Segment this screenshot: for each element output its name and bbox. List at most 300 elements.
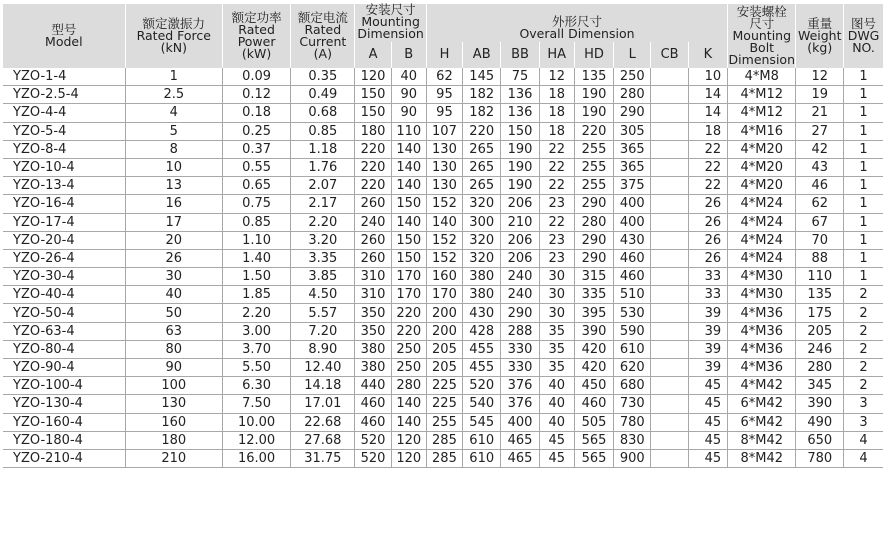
- cell-rated-power: 0.25: [222, 122, 290, 140]
- cell-ab: 320: [463, 249, 501, 267]
- cell-hd: 255: [574, 177, 613, 195]
- cell-a: 520: [355, 449, 391, 467]
- cell-ab: 220: [463, 122, 501, 140]
- cell-model: YZO-8-4: [3, 140, 125, 158]
- cell-mounting-bolt: 4*M42: [728, 377, 796, 395]
- cell-bb: 75: [501, 68, 539, 86]
- cell-a: 350: [355, 322, 391, 340]
- cell-ab: 455: [463, 359, 501, 377]
- cell-bb: 376: [501, 395, 539, 413]
- cell-rated-power: 3.70: [222, 340, 290, 358]
- cell-weight: 88: [796, 249, 844, 267]
- cell-rated-power: 10.00: [222, 413, 290, 431]
- table-row: [3, 377, 883, 395]
- cell-bb: 206: [501, 195, 539, 213]
- cell-h: 285: [426, 431, 462, 449]
- cell-mounting-bolt: 4*M16: [728, 122, 796, 140]
- cell-k: 26: [688, 195, 727, 213]
- spec-table: [3, 4, 883, 468]
- cell-rated-force: 13: [125, 177, 222, 195]
- cell-rated-force: 5: [125, 122, 222, 140]
- cell-mounting-bolt: 4*M8: [728, 68, 796, 86]
- cell-rated-current: 1.76: [291, 158, 355, 176]
- cell-rated-force: 4: [125, 104, 222, 122]
- header-ha: HA: [539, 42, 574, 68]
- header-b: B: [391, 42, 426, 68]
- cell-ha: 40: [539, 395, 574, 413]
- table-row: [3, 158, 883, 176]
- cell-b: 150: [391, 249, 426, 267]
- cell-h: 152: [426, 195, 462, 213]
- header-dwg-no: 图号 DWG NO.: [844, 4, 883, 68]
- cell-a: 220: [355, 177, 391, 195]
- cell-k: 22: [688, 140, 727, 158]
- cell-rated-current: 8.90: [291, 340, 355, 358]
- cell-hd: 395: [574, 304, 613, 322]
- header-weight: 重量 Weight (kg): [796, 4, 844, 68]
- header-k: K: [688, 42, 727, 68]
- cell-rated-current: 3.85: [291, 268, 355, 286]
- cell-ab: 430: [463, 304, 501, 322]
- cell-rated-force: 16: [125, 195, 222, 213]
- cell-hd: 505: [574, 413, 613, 431]
- cell-cb: [651, 140, 688, 158]
- cell-cb: [651, 431, 688, 449]
- cell-rated-power: 0.65: [222, 177, 290, 195]
- cell-l: 610: [614, 340, 651, 358]
- cell-model: YZO-63-4: [3, 322, 125, 340]
- cell-ab: 455: [463, 340, 501, 358]
- cell-l: 510: [614, 286, 651, 304]
- cell-mounting-bolt: 8*M42: [728, 449, 796, 467]
- cell-a: 310: [355, 268, 391, 286]
- cell-l: 365: [614, 140, 651, 158]
- cell-cb: [651, 340, 688, 358]
- cell-ha: 18: [539, 104, 574, 122]
- cell-weight: 43: [796, 158, 844, 176]
- header-overall-dimension: 外形尺寸 Overall Dimension: [426, 4, 727, 42]
- cell-k: 39: [688, 322, 727, 340]
- cell-rated-current: 1.18: [291, 140, 355, 158]
- cell-k: 22: [688, 158, 727, 176]
- cell-h: 205: [426, 359, 462, 377]
- cell-ha: 35: [539, 340, 574, 358]
- cell-cb: [651, 377, 688, 395]
- cell-weight: 175: [796, 304, 844, 322]
- cell-cb: [651, 249, 688, 267]
- header-h: H: [426, 42, 462, 68]
- table-row: [3, 177, 883, 195]
- cell-b: 140: [391, 177, 426, 195]
- cell-ab: 545: [463, 413, 501, 431]
- cell-ab: 265: [463, 158, 501, 176]
- cell-rated-power: 0.12: [222, 86, 290, 104]
- cell-cb: [651, 195, 688, 213]
- cell-bb: 150: [501, 122, 539, 140]
- cell-k: 33: [688, 286, 727, 304]
- cell-model: YZO-160-4: [3, 413, 125, 431]
- cell-hd: 190: [574, 104, 613, 122]
- cell-rated-force: 2.5: [125, 86, 222, 104]
- cell-dwg-no: 3: [844, 413, 883, 431]
- cell-ha: 12: [539, 68, 574, 86]
- cell-l: 590: [614, 322, 651, 340]
- cell-model: YZO-13-4: [3, 177, 125, 195]
- cell-model: YZO-80-4: [3, 340, 125, 358]
- cell-a: 260: [355, 231, 391, 249]
- cell-bb: 190: [501, 158, 539, 176]
- cell-rated-current: 5.57: [291, 304, 355, 322]
- cell-model: YZO-50-4: [3, 304, 125, 322]
- cell-model: YZO-30-4: [3, 268, 125, 286]
- cell-b: 140: [391, 158, 426, 176]
- cell-ab: 182: [463, 104, 501, 122]
- cell-mounting-bolt: 4*M30: [728, 268, 796, 286]
- cell-b: 150: [391, 195, 426, 213]
- cell-ab: 610: [463, 449, 501, 467]
- table-row: [3, 340, 883, 358]
- cell-l: 780: [614, 413, 651, 431]
- cell-rated-force: 90: [125, 359, 222, 377]
- cell-rated-current: 27.68: [291, 431, 355, 449]
- cell-l: 900: [614, 449, 651, 467]
- cell-bb: 330: [501, 359, 539, 377]
- cell-hd: 450: [574, 377, 613, 395]
- cell-hd: 565: [574, 449, 613, 467]
- cell-mounting-bolt: 4*M20: [728, 177, 796, 195]
- cell-dwg-no: 1: [844, 249, 883, 267]
- cell-model: YZO-40-4: [3, 286, 125, 304]
- cell-mounting-bolt: 4*M24: [728, 231, 796, 249]
- cell-ha: 40: [539, 413, 574, 431]
- cell-dwg-no: 1: [844, 231, 883, 249]
- cell-rated-current: 0.49: [291, 86, 355, 104]
- header-hd: HD: [574, 42, 613, 68]
- cell-model: YZO-10-4: [3, 158, 125, 176]
- cell-rated-current: 17.01: [291, 395, 355, 413]
- cell-rated-power: 7.50: [222, 395, 290, 413]
- header-bb: BB: [501, 42, 539, 68]
- table-row: [3, 86, 883, 104]
- cell-a: 460: [355, 395, 391, 413]
- cell-dwg-no: 2: [844, 286, 883, 304]
- cell-hd: 135: [574, 68, 613, 86]
- cell-rated-power: 6.30: [222, 377, 290, 395]
- cell-hd: 420: [574, 340, 613, 358]
- cell-dwg-no: 2: [844, 377, 883, 395]
- cell-ab: 520: [463, 377, 501, 395]
- cell-model: YZO-20-4: [3, 231, 125, 249]
- cell-rated-current: 31.75: [291, 449, 355, 467]
- cell-model: YZO-2.5-4: [3, 86, 125, 104]
- cell-l: 365: [614, 158, 651, 176]
- cell-ab: 540: [463, 395, 501, 413]
- cell-dwg-no: 1: [844, 86, 883, 104]
- cell-ha: 45: [539, 431, 574, 449]
- cell-bb: 288: [501, 322, 539, 340]
- cell-k: 39: [688, 359, 727, 377]
- header-rated-power: 额定功率 Rated Power (kW): [222, 4, 290, 68]
- cell-cb: [651, 104, 688, 122]
- cell-ha: 22: [539, 177, 574, 195]
- cell-dwg-no: 1: [844, 213, 883, 231]
- cell-model: YZO-16-4: [3, 195, 125, 213]
- table-row: [3, 395, 883, 413]
- cell-cb: [651, 286, 688, 304]
- cell-a: 460: [355, 413, 391, 431]
- cell-h: 95: [426, 86, 462, 104]
- cell-rated-current: 0.85: [291, 122, 355, 140]
- cell-dwg-no: 1: [844, 268, 883, 286]
- cell-bb: 240: [501, 268, 539, 286]
- table-row: [3, 195, 883, 213]
- cell-weight: 650: [796, 431, 844, 449]
- cell-weight: 62: [796, 195, 844, 213]
- cell-a: 260: [355, 195, 391, 213]
- cell-ab: 265: [463, 140, 501, 158]
- table-row: [3, 140, 883, 158]
- cell-b: 250: [391, 359, 426, 377]
- cell-rated-power: 1.10: [222, 231, 290, 249]
- cell-k: 45: [688, 431, 727, 449]
- cell-rated-power: 2.20: [222, 304, 290, 322]
- cell-dwg-no: 1: [844, 195, 883, 213]
- cell-ha: 22: [539, 158, 574, 176]
- cell-rated-power: 0.18: [222, 104, 290, 122]
- cell-k: 18: [688, 122, 727, 140]
- cell-ab: 380: [463, 268, 501, 286]
- cell-k: 26: [688, 213, 727, 231]
- header-rated-current: 额定电流 Rated Current (A): [291, 4, 355, 68]
- cell-mounting-bolt: 4*M36: [728, 359, 796, 377]
- cell-b: 170: [391, 268, 426, 286]
- cell-cb: [651, 359, 688, 377]
- cell-h: 130: [426, 158, 462, 176]
- cell-dwg-no: 1: [844, 68, 883, 86]
- cell-ha: 35: [539, 322, 574, 340]
- cell-b: 140: [391, 395, 426, 413]
- cell-a: 150: [355, 86, 391, 104]
- cell-bb: 400: [501, 413, 539, 431]
- cell-rated-power: 0.85: [222, 213, 290, 231]
- table-row: [3, 431, 883, 449]
- table-row: [3, 104, 883, 122]
- cell-weight: 345: [796, 377, 844, 395]
- spec-table-container: [3, 4, 883, 468]
- cell-l: 430: [614, 231, 651, 249]
- header-rated-force: 额定激振力 Rated Force (kN): [125, 4, 222, 68]
- table-row: [3, 449, 883, 467]
- cell-bb: 190: [501, 177, 539, 195]
- cell-mounting-bolt: 8*M42: [728, 431, 796, 449]
- cell-hd: 280: [574, 213, 613, 231]
- cell-bb: 136: [501, 104, 539, 122]
- cell-ab: 380: [463, 286, 501, 304]
- cell-weight: 67: [796, 213, 844, 231]
- cell-hd: 335: [574, 286, 613, 304]
- cell-rated-force: 100: [125, 377, 222, 395]
- cell-cb: [651, 122, 688, 140]
- cell-h: 170: [426, 286, 462, 304]
- cell-weight: 490: [796, 413, 844, 431]
- cell-a: 220: [355, 140, 391, 158]
- cell-ha: 23: [539, 249, 574, 267]
- cell-ha: 35: [539, 359, 574, 377]
- cell-b: 250: [391, 340, 426, 358]
- cell-rated-force: 26: [125, 249, 222, 267]
- cell-ab: 182: [463, 86, 501, 104]
- cell-cb: [651, 231, 688, 249]
- cell-k: 14: [688, 86, 727, 104]
- cell-bb: 190: [501, 140, 539, 158]
- cell-model: YZO-210-4: [3, 449, 125, 467]
- cell-rated-force: 1: [125, 68, 222, 86]
- cell-bb: 465: [501, 449, 539, 467]
- cell-hd: 290: [574, 249, 613, 267]
- cell-rated-power: 12.00: [222, 431, 290, 449]
- table-row: [3, 413, 883, 431]
- cell-ab: 300: [463, 213, 501, 231]
- cell-h: 200: [426, 304, 462, 322]
- cell-rated-power: 1.50: [222, 268, 290, 286]
- cell-b: 140: [391, 140, 426, 158]
- cell-rated-current: 3.35: [291, 249, 355, 267]
- cell-h: 152: [426, 249, 462, 267]
- cell-h: 225: [426, 377, 462, 395]
- table-row: [3, 359, 883, 377]
- cell-rated-current: 2.17: [291, 195, 355, 213]
- cell-a: 260: [355, 249, 391, 267]
- cell-cb: [651, 213, 688, 231]
- cell-h: 95: [426, 104, 462, 122]
- cell-weight: 780: [796, 449, 844, 467]
- cell-cb: [651, 395, 688, 413]
- cell-mounting-bolt: 4*M36: [728, 322, 796, 340]
- cell-weight: 135: [796, 286, 844, 304]
- cell-dwg-no: 1: [844, 104, 883, 122]
- cell-weight: 27: [796, 122, 844, 140]
- cell-b: 90: [391, 86, 426, 104]
- cell-model: YZO-130-4: [3, 395, 125, 413]
- cell-dwg-no: 1: [844, 122, 883, 140]
- cell-mounting-bolt: 4*M36: [728, 304, 796, 322]
- cell-ha: 23: [539, 195, 574, 213]
- cell-rated-force: 80: [125, 340, 222, 358]
- cell-dwg-no: 2: [844, 304, 883, 322]
- cell-a: 150: [355, 104, 391, 122]
- table-row: [3, 286, 883, 304]
- cell-l: 460: [614, 268, 651, 286]
- cell-h: 205: [426, 340, 462, 358]
- cell-bb: 290: [501, 304, 539, 322]
- cell-dwg-no: 1: [844, 140, 883, 158]
- cell-rated-current: 22.68: [291, 413, 355, 431]
- cell-mounting-bolt: 4*M24: [728, 213, 796, 231]
- cell-rated-power: 16.00: [222, 449, 290, 467]
- cell-l: 730: [614, 395, 651, 413]
- table-row: [3, 268, 883, 286]
- cell-hd: 255: [574, 158, 613, 176]
- cell-k: 39: [688, 304, 727, 322]
- cell-a: 520: [355, 431, 391, 449]
- cell-k: 26: [688, 249, 727, 267]
- cell-a: 240: [355, 213, 391, 231]
- table-row: [3, 122, 883, 140]
- cell-k: 39: [688, 340, 727, 358]
- cell-hd: 565: [574, 431, 613, 449]
- cell-weight: 246: [796, 340, 844, 358]
- cell-h: 200: [426, 322, 462, 340]
- cell-ab: 320: [463, 195, 501, 213]
- cell-rated-force: 30: [125, 268, 222, 286]
- cell-weight: 12: [796, 68, 844, 86]
- cell-hd: 255: [574, 140, 613, 158]
- cell-l: 305: [614, 122, 651, 140]
- cell-weight: 205: [796, 322, 844, 340]
- cell-cb: [651, 304, 688, 322]
- cell-cb: [651, 322, 688, 340]
- cell-l: 280: [614, 86, 651, 104]
- cell-weight: 390: [796, 395, 844, 413]
- table-row: [3, 213, 883, 231]
- cell-weight: 70: [796, 231, 844, 249]
- cell-mounting-bolt: 6*M42: [728, 395, 796, 413]
- cell-k: 45: [688, 413, 727, 431]
- cell-h: 285: [426, 449, 462, 467]
- cell-ab: 428: [463, 322, 501, 340]
- cell-k: 10: [688, 68, 727, 86]
- cell-rated-current: 2.07: [291, 177, 355, 195]
- table-row: [3, 322, 883, 340]
- cell-ha: 30: [539, 304, 574, 322]
- cell-ab: 320: [463, 231, 501, 249]
- cell-b: 220: [391, 322, 426, 340]
- cell-mounting-bolt: 4*M30: [728, 286, 796, 304]
- table-row: [3, 231, 883, 249]
- cell-model: YZO-100-4: [3, 377, 125, 395]
- cell-model: YZO-4-4: [3, 104, 125, 122]
- cell-b: 120: [391, 431, 426, 449]
- cell-l: 250: [614, 68, 651, 86]
- cell-rated-force: 40: [125, 286, 222, 304]
- cell-rated-current: 3.20: [291, 231, 355, 249]
- cell-b: 120: [391, 449, 426, 467]
- cell-rated-force: 20: [125, 231, 222, 249]
- cell-a: 310: [355, 286, 391, 304]
- header-model: 型号 Model: [3, 4, 125, 68]
- cell-rated-power: 5.50: [222, 359, 290, 377]
- cell-h: 107: [426, 122, 462, 140]
- cell-ha: 45: [539, 449, 574, 467]
- table-body: [3, 68, 883, 468]
- cell-rated-power: 1.85: [222, 286, 290, 304]
- cell-cb: [651, 68, 688, 86]
- cell-dwg-no: 1: [844, 158, 883, 176]
- cell-ha: 30: [539, 268, 574, 286]
- cell-rated-current: 12.40: [291, 359, 355, 377]
- cell-a: 120: [355, 68, 391, 86]
- cell-rated-force: 17: [125, 213, 222, 231]
- cell-model: YZO-26-4: [3, 249, 125, 267]
- cell-a: 220: [355, 158, 391, 176]
- cell-k: 14: [688, 104, 727, 122]
- cell-model: YZO-1-4: [3, 68, 125, 86]
- cell-mounting-bolt: 4*M12: [728, 104, 796, 122]
- cell-ha: 23: [539, 231, 574, 249]
- table-row: [3, 304, 883, 322]
- cell-bb: 206: [501, 231, 539, 249]
- cell-b: 280: [391, 377, 426, 395]
